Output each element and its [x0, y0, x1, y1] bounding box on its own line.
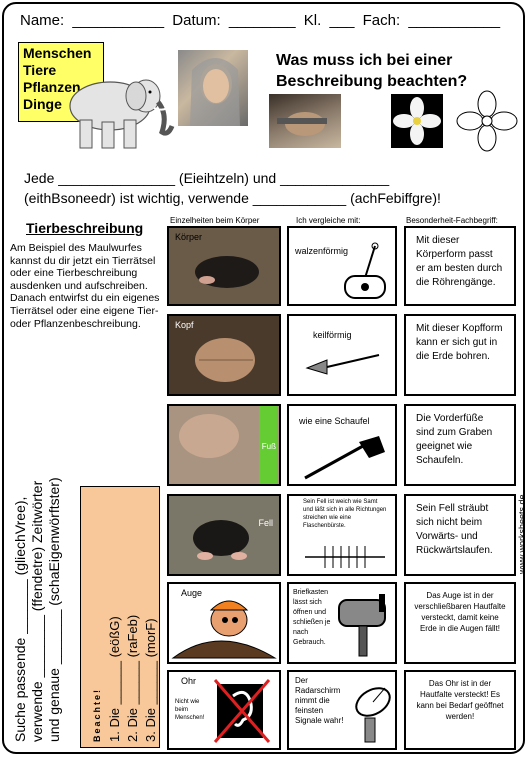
category-tiere: Tiere	[23, 62, 57, 78]
sidebar-line-3: und genaue _______ (schaEigenwörftster)	[46, 477, 62, 742]
row-fuss-label: Fuß	[261, 442, 276, 451]
datum-label: Datum:	[172, 12, 221, 29]
row-ohr-label: Ohr	[181, 676, 197, 686]
row-auge-special: Das Auge ist in der verschließbaren Hautfalte versteckt, damit keine Erde in die Augen fällt!	[404, 582, 516, 664]
title-line-1: Was muss ich bei einer	[276, 52, 453, 69]
mailbox-icon	[335, 590, 395, 660]
category-menschen: Menschen	[23, 45, 92, 61]
row-koerper-special: Mit dieser Körperform passt er am besten durch die Röhrengänge.	[404, 226, 516, 306]
sidebar-line-2: verwende ________ (ffendetre) Zeitwörter	[29, 480, 45, 742]
sidebar-line-1: Suche passende _______ (gliechVree),	[12, 496, 28, 742]
roller-icon	[335, 242, 395, 302]
page-title	[276, 50, 516, 92]
row-kopf-label: Kopf	[175, 320, 194, 330]
kl-field[interactable]: ___	[329, 12, 355, 29]
mole-cartoon-icon	[169, 584, 279, 662]
wedge-icon	[303, 350, 383, 380]
jede-line-1: Jede _______________ (Eieihtzeln) und ______________	[24, 170, 390, 186]
datum-field[interactable]: ________	[228, 12, 296, 29]
row-auge-image	[167, 582, 281, 664]
row-fuss-special: Die Vorderfüße sind zum Graben geeignet wie Schaufeln.	[404, 404, 516, 486]
bottle-brush-icon	[305, 542, 385, 572]
fach-field[interactable]: ___________	[408, 12, 501, 29]
row-kopf-compare	[287, 314, 397, 396]
step-3: 3. Die ______ (morF)	[143, 618, 158, 742]
row-fell-compare	[287, 494, 397, 576]
row-auge-compare	[287, 582, 397, 664]
row-fell-image	[167, 494, 281, 576]
radar-dish-icon	[347, 678, 397, 748]
ear-crossed-icon	[213, 676, 273, 746]
row-ohr-special: Das Ohr ist in der Hautfalte versteckt! Es kann bei Bedarf geöffnet werden!	[404, 670, 516, 750]
row-auge-compare-text: Briefkasten lässt sich öffnen und schließen je nach Gebrauch.	[293, 589, 331, 646]
row-koerper-compare	[287, 226, 397, 306]
category-pflanzen: Pflanzen	[23, 79, 81, 95]
row-fuss-compare-text: wie eine Schaufel	[299, 416, 370, 426]
row-fuss-compare	[287, 404, 397, 486]
header-line	[20, 12, 504, 29]
row-ohr-compare-text: Der Radarschirm nimmt die feinsten Signale wahr!	[295, 676, 344, 725]
shovel-icon	[299, 432, 389, 482]
flower-photo	[391, 94, 443, 148]
name-label: Name:	[20, 12, 65, 29]
step-2: 2. Die ______ (raFeb)	[125, 614, 140, 742]
flower-drawing-icon	[456, 90, 518, 152]
step-1: 1. Die ______ (eößG)	[107, 616, 122, 742]
row-ohr-image	[167, 670, 281, 750]
row-koerper-label: Körper	[175, 232, 203, 242]
category-dinge: Dinge	[23, 96, 62, 112]
row-kopf-special: Mit dieser Kopfform kann er sich gut in die Erde bohren.	[404, 314, 516, 396]
row-fell-label: Fell	[258, 518, 273, 528]
steps-vertical-text	[88, 492, 160, 742]
row-koerper-compare-text: walzenförmig	[295, 246, 349, 256]
row-fell-compare-text: Sein Fell ist weich wie Samt und läßt sich in alle Richtungen streichen wie eine Flaschenbürste.	[303, 499, 387, 529]
title-line-2: Beschreibung beachten?	[276, 73, 468, 90]
worksheet-page	[2, 2, 525, 754]
row-ohr-compare	[287, 670, 397, 750]
row-auge-label: Auge	[181, 588, 203, 598]
row-ohr-note: Nicht wie beim Menschen!	[175, 699, 205, 721]
sidebar-vertical-text	[12, 372, 63, 742]
site-watermark: www.worksheets.de	[517, 494, 527, 574]
elephant-icon	[50, 74, 180, 154]
jede-line-2: (eithBsoneedr) ist wichtig, verwende ____________ (achFebiffgre)!	[24, 190, 441, 206]
row-koerper-image	[167, 226, 281, 306]
row-kopf-compare-text: keilförmig	[313, 330, 352, 340]
knight-photo	[178, 50, 248, 126]
fach-label: Fach:	[362, 12, 401, 29]
row-kopf-image	[167, 314, 281, 396]
kl-label: Kl.	[303, 12, 322, 29]
name-field[interactable]: ___________	[72, 12, 165, 29]
row-fell-special: Sein Fell sträubt sich nicht beim Vorwärts- und Rückwärtslaufen.	[404, 494, 516, 576]
hand-tool-photo	[269, 94, 341, 148]
tier-title: Tierbeschreibung	[26, 220, 144, 236]
steps-label: Beachte!	[92, 687, 102, 742]
column-header-special: Besonderheit-Fachbegriff:	[406, 216, 498, 225]
tier-text: Am Beispiel des Maulwurfes kannst du dir jetzt ein Tierrätsel oder eine Tierbeschreibung ausdenken und aufschreiben. Danach entwirfst du ein eigenes Tierrätsel oder eine eigene Tier- oder Pflanzenbeschreibung.	[10, 242, 160, 330]
column-header-compare: Ich vergleiche mit:	[296, 216, 361, 225]
column-header-details: Einzelheiten beim Körper	[170, 216, 260, 225]
row-fuss-image	[167, 404, 281, 486]
